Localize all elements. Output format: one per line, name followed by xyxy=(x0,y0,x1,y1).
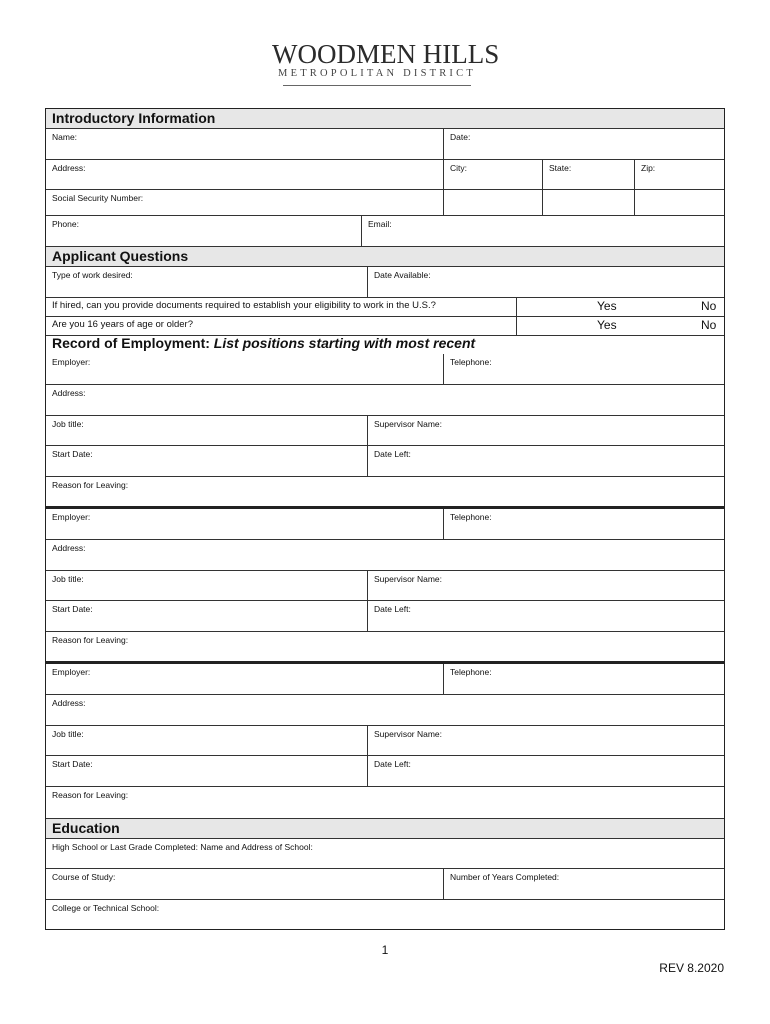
ssn-blank-2 xyxy=(542,190,634,215)
years-label: Number of Years Completed: xyxy=(450,872,560,882)
emp2-address-label: Address: xyxy=(52,543,86,553)
emp3-telephone-label: Telephone: xyxy=(450,667,492,677)
section-employment-header xyxy=(46,336,724,354)
emp2-reason-label: Reason for Leaving: xyxy=(52,635,129,645)
emp3-start-date-field[interactable] xyxy=(46,756,367,786)
emp3-job-title-label: Job title: xyxy=(52,729,84,739)
high-school-field[interactable] xyxy=(46,839,725,868)
revision-label: REV 8.2020 xyxy=(659,961,724,975)
address-label: Address: xyxy=(52,163,86,173)
emp2-date-left-field[interactable] xyxy=(367,601,725,631)
emp3-row-dates xyxy=(46,756,724,787)
emp1-start-date-label: Start Date: xyxy=(52,449,93,459)
date-available-field[interactable] xyxy=(367,267,725,297)
emp2-row-reason xyxy=(46,632,724,664)
employment-title-italic: List positions starting with most recent xyxy=(213,335,476,351)
emp3-employer-field[interactable] xyxy=(46,664,443,694)
emp1-employer-label: Employer: xyxy=(52,357,91,367)
emp3-supervisor-field[interactable] xyxy=(367,726,725,755)
eligibility-question xyxy=(46,298,516,316)
row-work-type xyxy=(46,267,724,298)
work-type-label: Type of work desired: xyxy=(52,270,133,280)
course-label: Course of Study: xyxy=(52,872,116,882)
emp2-row-dates xyxy=(46,601,724,632)
logo-rule xyxy=(283,85,471,86)
age-question xyxy=(46,317,516,335)
employment-title-main: Record of Employment: xyxy=(52,335,214,351)
row-high-school xyxy=(46,839,724,869)
emp2-reason-field[interactable] xyxy=(46,632,725,661)
ssn-blank-1 xyxy=(443,190,542,215)
state-field[interactable] xyxy=(542,160,634,189)
emp1-telephone-field[interactable] xyxy=(443,354,725,384)
emp3-date-left-label: Date Left: xyxy=(374,759,411,769)
emp3-start-date-label: Start Date: xyxy=(52,759,93,769)
emp3-row-address xyxy=(46,695,724,726)
course-field[interactable] xyxy=(46,869,443,899)
zip-label: Zip: xyxy=(641,163,656,173)
address-field[interactable] xyxy=(46,160,443,189)
emp1-date-left-field[interactable] xyxy=(367,446,725,476)
emp1-date-left-label: Date Left: xyxy=(374,449,411,459)
emp3-job-title-field[interactable] xyxy=(46,726,367,755)
page-number: 1 xyxy=(381,943,389,957)
emp2-date-left-label: Date Left: xyxy=(374,604,411,614)
emp2-row-address xyxy=(46,540,724,571)
emp2-employer-label: Employer: xyxy=(52,512,91,522)
emp3-reason-field[interactable] xyxy=(46,787,725,818)
section-applicant-header xyxy=(46,247,724,267)
row-phone-email xyxy=(46,216,724,247)
emp2-supervisor-label: Supervisor Name: xyxy=(374,574,443,584)
row-course xyxy=(46,869,724,900)
district-logo xyxy=(272,39,500,86)
state-label: State: xyxy=(549,163,572,173)
section-intro-header xyxy=(46,109,724,129)
emp2-job-title-label: Job title: xyxy=(52,574,84,584)
emp3-row-reason xyxy=(46,787,724,819)
email-field[interactable] xyxy=(361,216,725,246)
high-school-label: High School or Last Grade Completed: Name and Address of School: xyxy=(52,842,313,852)
emp2-row-job xyxy=(46,571,724,601)
emp2-telephone-field[interactable] xyxy=(443,509,725,539)
emp1-row-address xyxy=(46,385,724,416)
emp3-row-employer xyxy=(46,664,724,695)
emp1-supervisor-label: Supervisor Name: xyxy=(374,419,443,429)
email-label: Email: xyxy=(368,219,392,229)
application-form xyxy=(45,108,725,930)
section-applicant-title: Applicant Questions xyxy=(52,248,189,264)
city-label: City: xyxy=(450,163,467,173)
emp1-job-title-label: Job title: xyxy=(52,419,84,429)
date-available-label: Date Available: xyxy=(374,270,431,280)
emp2-supervisor-field[interactable] xyxy=(367,571,725,600)
emp2-employer-field[interactable] xyxy=(46,509,443,539)
eligibility-question-text: If hired, can you provide documents required to establish your eligibility to work in the U.S.? xyxy=(52,300,436,311)
row-name-date xyxy=(46,129,724,160)
emp3-employer-label: Employer: xyxy=(52,667,91,677)
logo-subtitle: METROPOLITAN DISTRICT xyxy=(278,68,476,79)
emp2-row-employer xyxy=(46,509,724,540)
ssn-label: Social Security Number: xyxy=(52,193,144,203)
emp3-date-left-field[interactable] xyxy=(367,756,725,786)
zip-field[interactable] xyxy=(634,160,725,189)
work-type-field[interactable] xyxy=(46,267,367,297)
college-label: College or Technical School: xyxy=(52,903,160,913)
eligibility-no[interactable]: No xyxy=(701,299,717,313)
emp1-job-title-field[interactable] xyxy=(46,416,367,445)
age-question-text: Are you 16 years of age or older? xyxy=(52,319,194,330)
emp1-row-employer xyxy=(46,354,724,385)
emp2-start-date-label: Start Date: xyxy=(52,604,93,614)
emp2-start-date-field[interactable] xyxy=(46,601,367,631)
emp1-row-job xyxy=(46,416,724,446)
college-field[interactable] xyxy=(46,900,725,930)
emp1-telephone-label: Telephone: xyxy=(450,357,492,367)
emp1-row-dates xyxy=(46,446,724,477)
age-yes[interactable]: Yes xyxy=(597,318,617,332)
row-address xyxy=(46,160,724,190)
name-field[interactable] xyxy=(46,129,443,159)
emp1-reason-field[interactable] xyxy=(46,477,725,506)
emp1-employer-field[interactable] xyxy=(46,354,443,384)
phone-field[interactable] xyxy=(46,216,361,246)
emp3-address-field[interactable] xyxy=(46,695,725,725)
emp3-row-job xyxy=(46,726,724,756)
section-employment-title xyxy=(52,335,475,351)
emp1-supervisor-field[interactable] xyxy=(367,416,725,445)
eligibility-answer[interactable] xyxy=(516,298,725,316)
emp3-supervisor-label: Supervisor Name: xyxy=(374,729,443,739)
phone-label: Phone: xyxy=(52,219,79,229)
emp3-telephone-field[interactable] xyxy=(443,664,725,694)
city-field[interactable] xyxy=(443,160,542,189)
date-label: Date: xyxy=(450,132,471,142)
emp1-row-reason xyxy=(46,477,724,509)
years-field[interactable] xyxy=(443,869,725,899)
emp1-address-label: Address: xyxy=(52,388,86,398)
age-answer[interactable] xyxy=(516,317,725,335)
row-age xyxy=(46,317,724,336)
age-no[interactable]: No xyxy=(701,318,717,332)
ssn-field[interactable] xyxy=(46,190,443,215)
emp2-address-field[interactable] xyxy=(46,540,725,570)
section-education-header xyxy=(46,819,724,839)
row-eligibility xyxy=(46,298,724,317)
section-education-title: Education xyxy=(52,820,120,836)
emp3-reason-label: Reason for Leaving: xyxy=(52,790,129,800)
emp3-address-label: Address: xyxy=(52,698,86,708)
name-label: Name: xyxy=(52,132,78,142)
logo-title: WOODMEN HILLS xyxy=(272,39,500,69)
eligibility-yes[interactable]: Yes xyxy=(597,299,617,313)
ssn-blank-3 xyxy=(634,190,725,215)
emp1-address-field[interactable] xyxy=(46,385,725,415)
emp1-start-date-field[interactable] xyxy=(46,446,367,476)
row-college xyxy=(46,900,724,930)
row-ssn xyxy=(46,190,724,216)
date-field[interactable] xyxy=(443,129,725,159)
emp1-reason-label: Reason for Leaving: xyxy=(52,480,129,490)
emp2-telephone-label: Telephone: xyxy=(450,512,492,522)
emp2-job-title-field[interactable] xyxy=(46,571,367,600)
section-intro-title: Introductory Information xyxy=(52,110,216,126)
